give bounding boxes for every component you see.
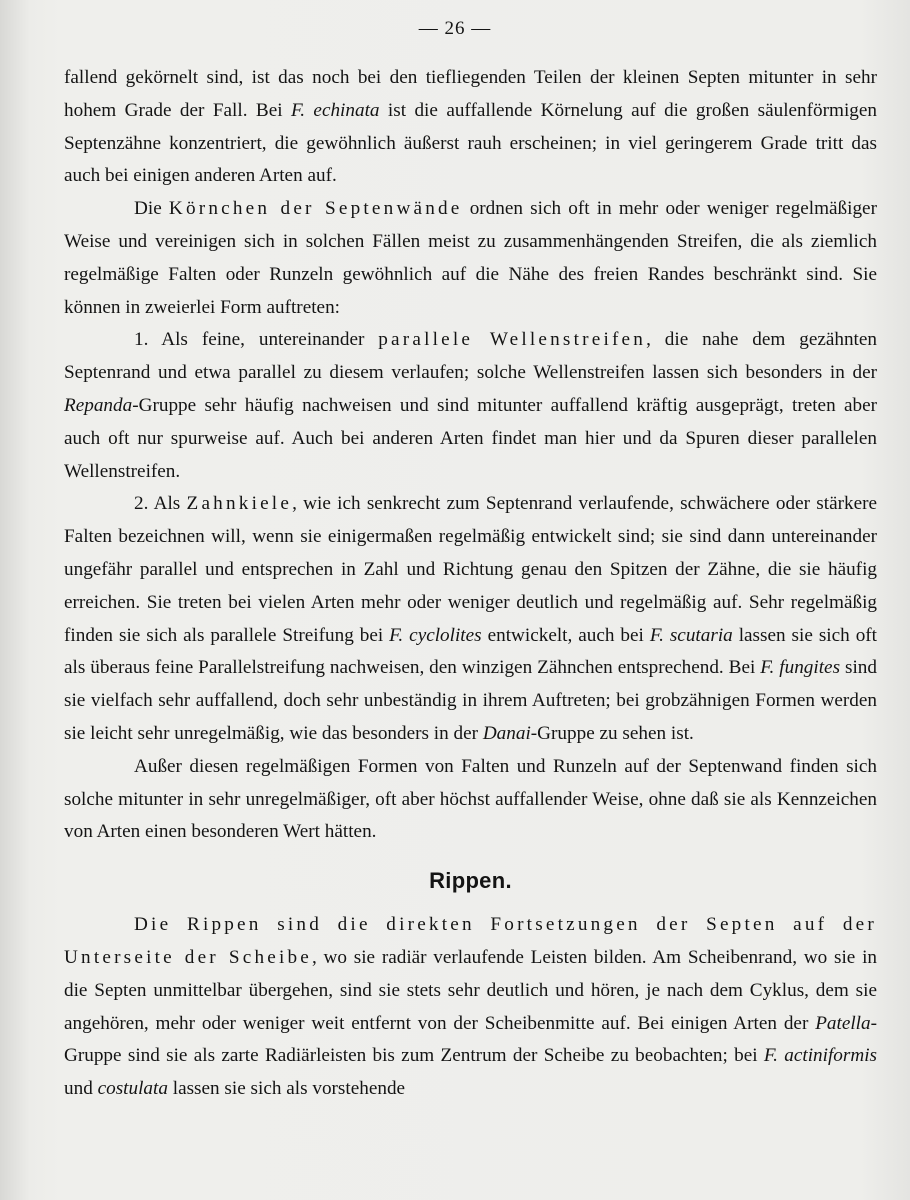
paragraph-koernchen [64, 193, 877, 324]
text-run: fallend gekörnelt sind, ist das noch bei den tiefliegenden Teilen der kleinen Septen mitunter in sehr hohem Grade der Fall. Bei [64, 67, 877, 121]
text-run: , wie ich senkrecht zum Septenrand verlaufende, schwächere oder stärkere Falten bezeichnen will, wenn sie einigermaßen regelmäßig entwickelt sind; sie sind dann untereinander ungefähr parallel und entsprechen in Zahl und Richtung genau den Spitzen der Zähne, die sie häufig erreichen. Sie treten bei vielen Arten mehr oder weniger deutlich und regelmäßig auf. Sehr regelmäßig finden sie sich als parallele Streifung bei [64, 493, 877, 646]
paragraph-rippen [64, 909, 877, 1106]
emphasized-term: Die Rippen sind die direkten Fortsetzungen der Septen auf der Unterseite der Scheibe [64, 914, 877, 968]
species-name: F. fungites [760, 657, 841, 679]
species-name: costulata [97, 1078, 168, 1100]
text-run: lassen sie sich oft als überaus feine Parallelstreifung nachweisen, den winzigen Zähnchen entsprechend. Bei [64, 624, 878, 679]
text-run: 2. Als [134, 493, 187, 515]
group-name: Repanda [64, 394, 133, 416]
species-name: F. echinata [290, 99, 380, 121]
group-name: Danai [482, 722, 531, 744]
text-run: entwickelt, auch bei [481, 624, 650, 646]
species-name: F. cyclolites [389, 624, 482, 646]
text-run: sind sie vielfach sehr auffallend, doch sehr unbeständig in ihrem Auftreten; bei grobzähnigen Formen werden sie leicht sehr unregelmäßig, wie das besonders in der [64, 657, 877, 744]
paragraph-wellenstreifen [64, 324, 877, 488]
text-run: ist die auffallende Körnelung auf die großen säulenförmigen Septenzähne konzentriert, die gewöhnlich äußerst rauh erscheinen; in viel geringerem Grade tritt das auch bei einigen anderen Arten auf. [64, 99, 877, 187]
text-run: Außer diesen regelmäßigen Formen von Falten und Runzeln auf der Septenwand finden sich solche mitunter in sehr unregelmäßiger, oft aber höchst auffallender Weise, ohne daß sie als Kennzeichen von Arten einen besonderen Wert hätten. [64, 755, 877, 843]
text-run: -Gruppe sind sie als zarte Radiärleisten bis zum Zentrum der Scheibe zu beobachten; bei [64, 1012, 877, 1067]
paragraph-continuation [64, 62, 877, 193]
text-run: ordnen sich oft in mehr oder weniger regelmäßiger Weise und vereinigen sich in solchen Fällen meist zu zusammenhängenden Streifen, die als ziemlich regelmäßige Falten oder Runzeln gewöhnlich auf die Nähe des freien Randes beschränkt sind. Sie können in zweierlei Form auftreten: [64, 198, 877, 318]
text-run: , wo sie radiär verlaufende Leisten bilden. Am Scheibenrand, wo sie in die Septen unmittelbar übergehen, sind sie stets sehr deutlich und hören, je nach dem Cyklus, dem sie angehören, mehr oder weniger weit entfernt von der Scheibenmitte auf. Bei einigen Arten der [64, 946, 877, 1034]
emphasized-term: parallele Wellenstreifen [378, 329, 647, 351]
text-run: und [64, 1078, 98, 1100]
page-number: — 26 — [418, 18, 492, 39]
body-text [64, 62, 877, 1106]
emphasized-term: Körnchen der Septenwände [168, 198, 463, 220]
section-heading: Rippen. [429, 868, 512, 894]
text-run: 1. Als feine, untereinander [134, 329, 379, 351]
paragraph-zahnkiele [64, 488, 877, 750]
species-name: F. actiniformis [763, 1045, 877, 1067]
text-run: lassen sie sich als vorstehende [167, 1078, 406, 1100]
species-name: F. scutaria [649, 624, 733, 646]
emphasized-term: Zahnkiele [186, 493, 293, 515]
paragraph-runzeln [64, 751, 877, 849]
text-run: Die [134, 198, 169, 220]
group-name: Patella [815, 1012, 871, 1034]
text-run: -Gruppe zu sehen ist. [530, 722, 694, 744]
text-run: -Gruppe sehr häufig nachweisen und sind mitunter auffallend kräftig ausgeprägt, treten aber auch oft nur spurweise auf. Auch bei anderen Arten findet man hier und da Spuren dieser parallelen Wellenstreifen. [64, 394, 877, 482]
text-run: , die nahe dem gezähnten Septenrand und etwa parallel zu diesem verlaufen; solche Wellenstreifen lassen sich besonders in der [64, 329, 878, 384]
